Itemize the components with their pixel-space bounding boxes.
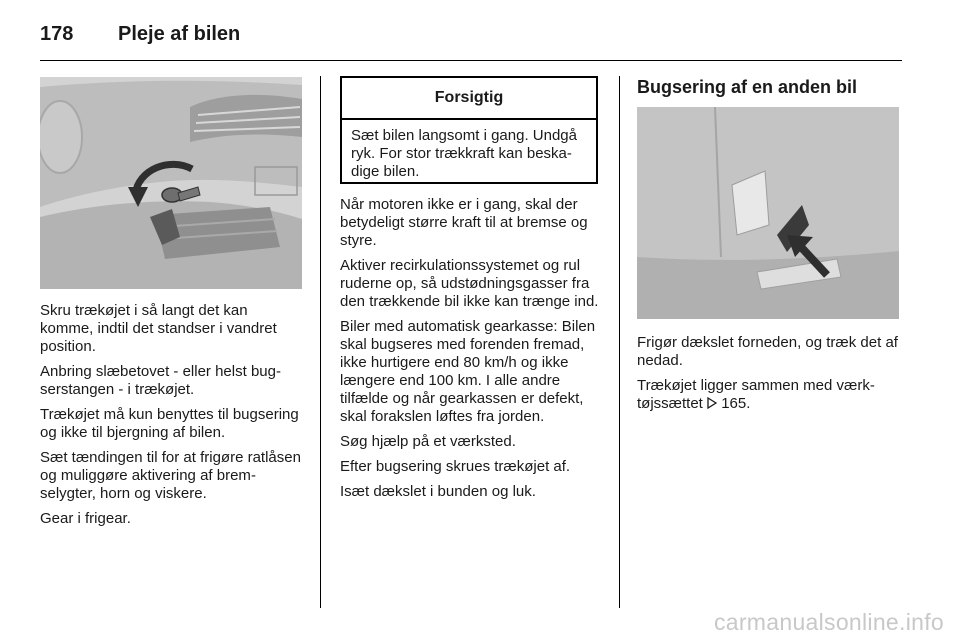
paragraph: Isæt dækslet i bunden og luk. — [340, 483, 536, 500]
caution-box — [340, 76, 598, 184]
column-right-text — [637, 334, 902, 420]
cross-reference-triangle-icon[interactable] — [707, 395, 717, 412]
paragraph-text: Trækøjet ligger sammen med værktøjssættet — [637, 377, 875, 412]
caution-text: Sæt bilen langsomt i gang. Undgå ryk. For stor trækkraft kan beskadige bilen. — [351, 127, 577, 180]
section-heading: Bugsering af en anden bil — [637, 77, 858, 97]
paragraph: Trækøjet må kun benyttes til bugsering og ikke til bjergning af bilen. — [40, 406, 299, 441]
page-number: 178 — [40, 22, 74, 45]
page-title: Pleje af bilen — [118, 22, 241, 45]
page-header — [40, 18, 240, 50]
cross-reference-page[interactable]: 165. — [721, 395, 751, 412]
paragraph: Aktiver recirkulationssystemet og rul ruderne op, så udstødningsgasser fra den trækkende bil ikke kan trænge ind. — [340, 257, 599, 310]
column-middle-text — [340, 196, 605, 508]
column-divider-left — [320, 76, 321, 608]
paragraph: Anbring slæbetovet - eller helst bugserstangen - i trækøjet. — [40, 363, 281, 398]
bumper-cover-illustration — [637, 107, 899, 319]
column-left-text — [40, 302, 305, 535]
paragraph: Biler med automatisk gearkasse: Bilen skal bugseres med forenden fremad, ikke hurtigere end 80 km/h og ikke længere end 100 km. I alle andre tilfælde og når gearkassen er defekt, skal forakslen løftes fra jorden. — [340, 318, 596, 425]
paragraph: Frigør dækslet forneden, og træk det af nedad. — [637, 334, 898, 369]
paragraph: Sæt tændingen til for at frigøre ratlåsen og muliggøre aktivering af bremselygter, horn og viskere. — [40, 449, 301, 502]
watermark: carmanualsonline.info — [713, 609, 944, 635]
paragraph: Når motoren ikke er i gang, skal der betydeligt større kraft til at bremse og styre. — [340, 196, 588, 249]
paragraph: Skru trækøjet i så langt det kan komme, indtil det standser i vandret position. — [40, 302, 277, 355]
paragraph — [637, 377, 902, 413]
header-rule — [40, 60, 902, 61]
paragraph: Søg hjælp på et værksted. — [340, 433, 516, 450]
paragraph: Efter bugsering skrues trækøjet af. — [340, 458, 571, 475]
column-divider-right — [619, 76, 620, 608]
caution-title: Forsigtig — [342, 78, 596, 120]
paragraph: Gear i frigear. — [40, 510, 131, 527]
towing-eye-illustration — [40, 77, 302, 289]
